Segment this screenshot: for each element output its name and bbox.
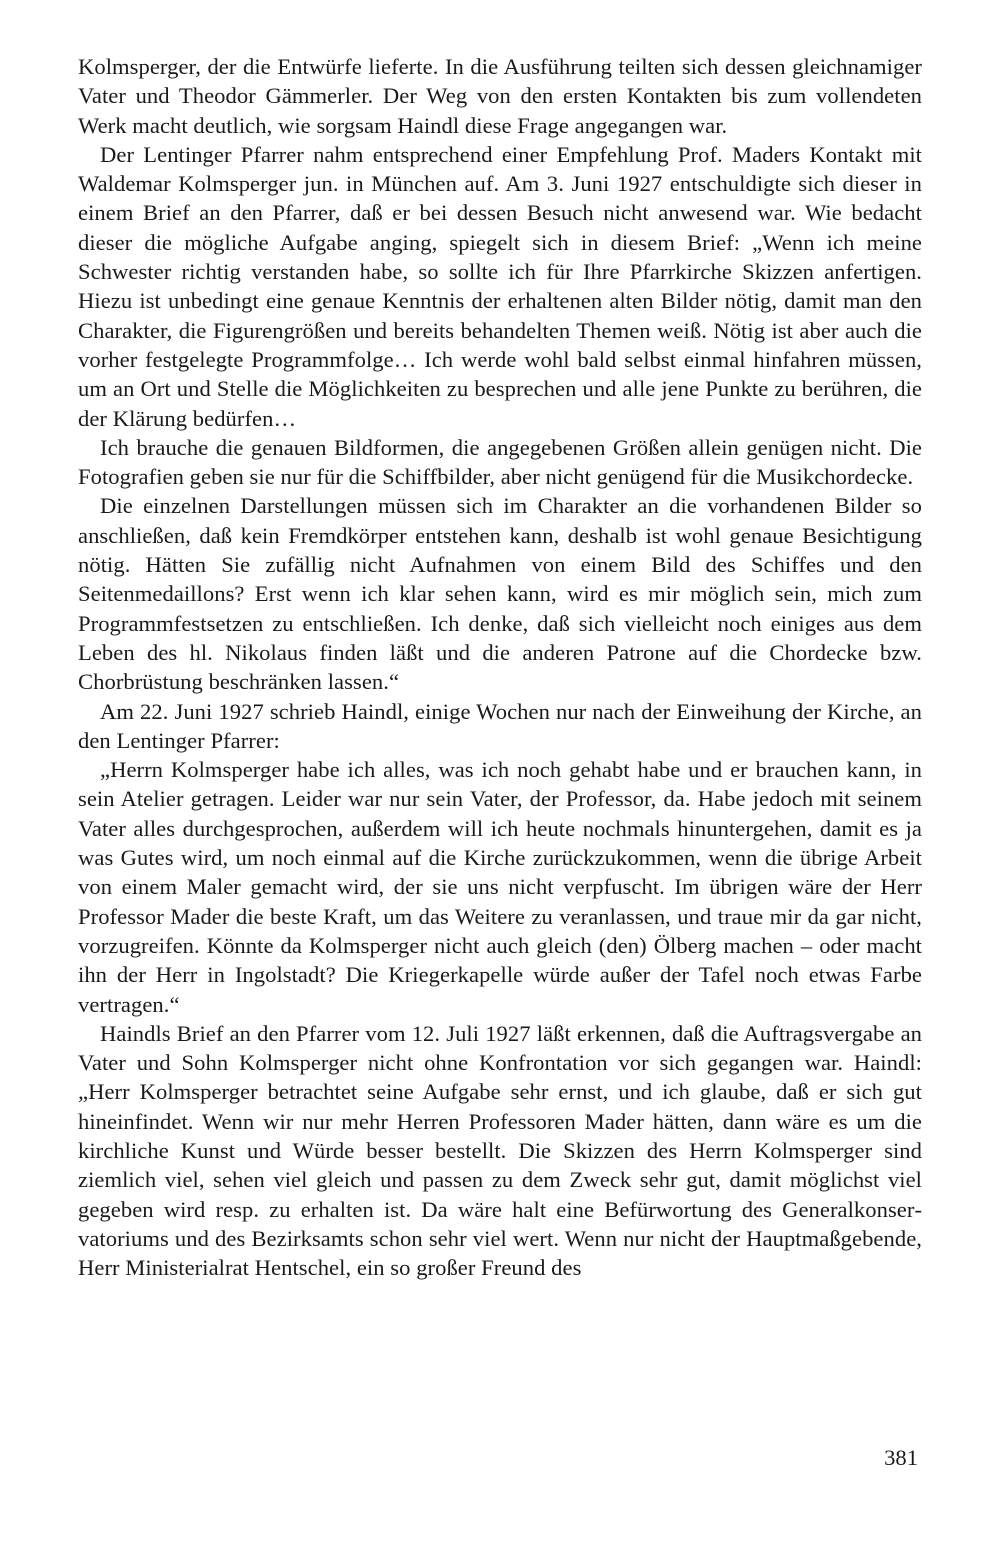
paragraph-6-quote: „Herrn Kolmsperger habe ich alles, was ich noch gehabt habe und er brauchen kann, in sein Atelier getragen. Leider war nur sein Vater, der Professor, da. Habe jedoch mit seinem Vater alles durchgesprochen, außerdem will ich heute nochmals hinuntergehen, damit es ja was Gutes wird, um noch einmal auf die Kirche zurückzukommen, wenn die übrige Arbeit von einem Maler gemacht wird, der sie uns nicht verpfuscht. Im übrigen wäre der Herr Professor Mader die beste Kraft, um das Weitere zu veranlassen, und traue mir da gar nicht, vorzugreifen. Könnte da Kolmsperger nicht auch gleich (den) Ölberg machen – oder macht ihn der Herr in Ingolstadt? Die Kriegerkapelle würde außer der Tafel noch etwas Farbe vertragen.“ <box>78 757 922 1017</box>
paragraph-7: Haindls Brief an den Pfarrer vom 12. Juli 1927 läßt erkennen, daß die Auftragsvergabe an Vater und Sohn Kolmsperger nicht ohne Konfrontation vor sich gegangen war. Haindl: „Herr Kolmsperger betrachtet seine Aufgabe sehr ernst, und ich glaube, daß er sich gut hineinfindet. Wenn wir nur mehr Herren Professoren Mader hätten, dann wäre es um die kirchliche Kunst und Würde besser bestellt. Die Skizzen des Herrn Kolmsperger sind ziemlich viel, sehen viel gleich und passen zu dem Zweck sehr gut, damit möglichst viel gegeben wird resp. zu erhalten ist. Da wäre halt eine Befürwortung des Generalkonservatoriums und des Bezirksamts schon sehr viel wert. Wenn nur nicht der Hauptmaßgebende, Herr Ministerialrat Hentschel, ein so großer Freund des <box>78 1020 922 1281</box>
paragraph-1: Kolmsperger, der die Entwürfe lieferte. In die Ausführung teilten sich dessen gleichnamiger Vater und Theodor Gämmerler. Der Weg von den ersten Kontakten bis zum vollendeten Werk macht deutlich, wie sorgsam Haindl diese Frage angegangen war. <box>78 54 922 138</box>
paragraph-3: Ich brauche die genauen Bildformen, die angegebenen Größen allein genügen nicht. Die Fotografien geben sie nur für die Schiffbilder, aber nicht genügend für die Musikchordecke. <box>78 434 922 490</box>
page-body <box>78 52 922 1282</box>
page-number: 381 <box>884 1445 918 1470</box>
paragraph-2: Der Lentinger Pfarrer nahm entsprechend einer Empfehlung Prof. Maders Kontakt mit Waldemar Kolmsperger jun. in München auf. Am 3. Juni 1927 entschuldigte sich dieser in einem Brief an den Pfarrer, daß er bei dessen Besuch nicht anwesend war. Wie bedacht dieser die mögliche Aufgabe anging, spiegelt sich in diesem Brief: „Wenn ich meine Schwester richtig verstanden habe, so sollte ich für Ihre Pfarrkirche Skizzen anfertigen. Hiezu ist unbedingt eine genaue Kenntnis der erhaltenen alten Bilder nötig, damit man den Charakter, die Figurengrößen und bereits behandelten Themen weiß. Nötig ist aber auch die vorher festgelegte Programmfolge… Ich werde wohl bald selbst einmal hinfahren müssen, um an Ort und Stelle die Möglichkeiten zu besprechen und alle jene Punkte zu berühren, die der Klärung bedürfen… <box>78 141 922 431</box>
paragraph-4: Die einzelnen Darstellungen müssen sich im Charakter an die vorhandenen Bilder so anschließen, daß kein Fremdkörper entstehen kann, deshalb ist wohl genaue Besichtigung nötig. Hätten Sie zufällig nicht Aufnahmen von einem Bild des Schiffes und den Seitenmedaillons? Erst wenn ich klar sehen kann, wird es mir möglich sein, mich zum Programmfestsetzen zu entschließen. Ich denke, daß sich vielleicht noch einiges aus dem Leben des hl. Nikolaus finden läßt und die anderen Patrone auf die Chordecke bzw. Chorbrüstung beschränken lassen.“ <box>78 493 922 695</box>
paragraph-5: Am 22. Juni 1927 schrieb Haindl, einige Wochen nur nach der Einweihung der Kirche, an den Lentinger Pfarrer: <box>78 698 922 753</box>
